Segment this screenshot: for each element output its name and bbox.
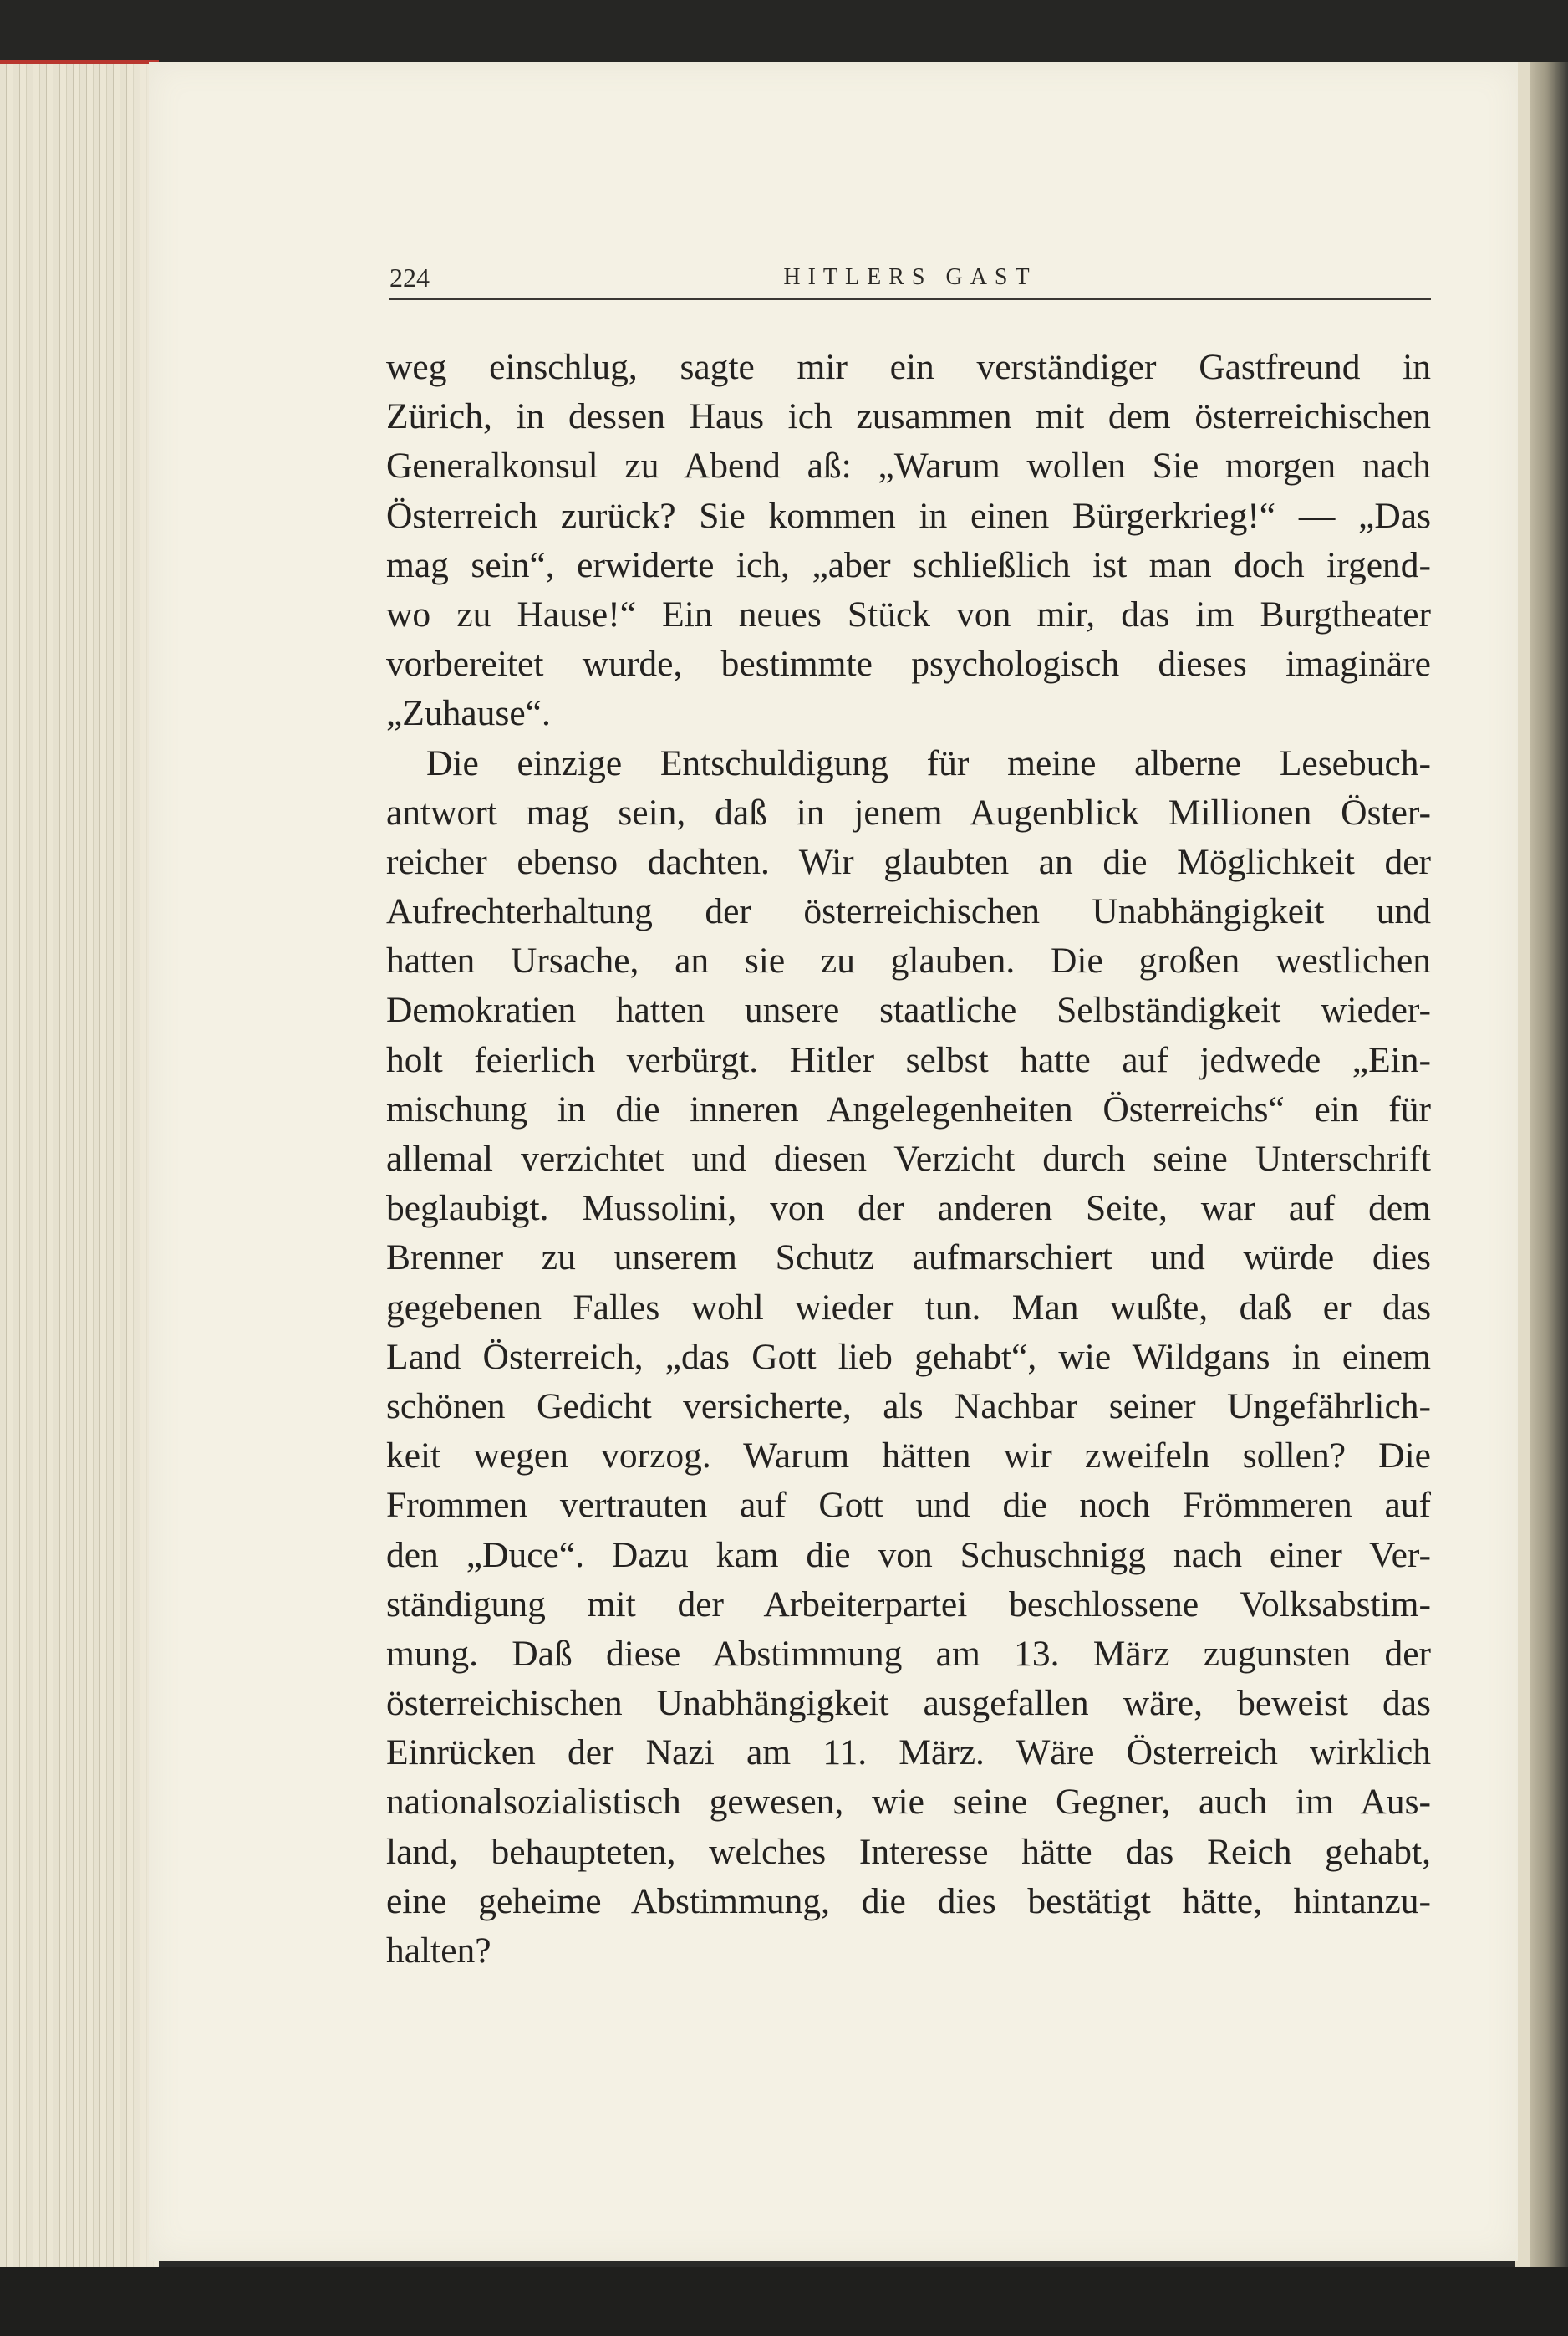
- text-line: nationalsozialistisch gewesen, wie seine Gegner, auch im Aus-: [386, 1782, 1431, 1823]
- text-line: Einrücken der Nazi am 11. März. Wäre Österreich wirklich: [386, 1732, 1431, 1773]
- text-line: Aufrechterhaltung der österreichischen Unabhängigkeit und: [386, 891, 1431, 932]
- scan-background-top: [0, 0, 1568, 67]
- scan-background-bottom: [0, 2267, 1568, 2336]
- text-line: eine geheime Abstimmung, die dies bestätigt hätte, hintanzu-: [386, 1880, 1431, 1921]
- page-number: 224: [389, 263, 430, 293]
- text-line: land, behaupteten, welches Interesse hätte das Reich gehabt,: [386, 1831, 1431, 1872]
- text-line: vorbereitet wurde, bestimmte psychologisch dieses imaginäre: [386, 644, 1431, 685]
- text-line: mischung in die inneren Angelegenheiten Österreichs“ ein für: [386, 1089, 1431, 1130]
- text-line: wo zu Hause!“ Ein neues Stück von mir, das im Burgtheater: [386, 594, 1431, 635]
- right-book-edge: [1515, 62, 1568, 2274]
- text-line: Generalkonsul zu Abend aß: „Warum wollen Sie morgen nach: [386, 446, 1431, 487]
- running-head: [389, 261, 1431, 294]
- text-line: halten?: [386, 1931, 491, 1971]
- text-line: Land Österreich, „das Gott lieb gehabt“, wie Wildgans in einem: [386, 1336, 1431, 1377]
- text-line: reicher ebenso dachten. Wir glaubten an die Möglichkeit der: [386, 841, 1431, 882]
- text-line: Die einzige Entschuldigung für meine alberne Lesebuch-: [426, 742, 1431, 783]
- text-line: weg einschlug, sagte mir ein verständiger Gastfreund in: [386, 347, 1431, 387]
- text-line: hatten Ursache, an sie zu glauben. Die großen westlichen: [386, 941, 1431, 982]
- text-line: beglaubigt. Mussolini, von der anderen Seite, war auf dem: [386, 1188, 1431, 1229]
- text-line: Frommen vertrauten auf Gott und die noch Frömmeren auf: [386, 1485, 1431, 1526]
- text-line: schönen Gedicht versicherte, als Nachbar seiner Ungefährlich-: [386, 1385, 1431, 1426]
- text-line: Demokratien hatten unsere staatliche Selbständigkeit wieder-: [386, 990, 1431, 1031]
- left-page-stack: [0, 60, 159, 2277]
- text-line: gegebenen Falles wohl wieder tun. Man wußte, daß er das: [386, 1287, 1431, 1328]
- running-title: HITLERS GAST: [783, 264, 1037, 290]
- text-line: Brenner zu unserem Schutz aufmarschiert und würde dies: [386, 1237, 1431, 1278]
- paragraph-1: [386, 343, 1431, 739]
- text-line: Österreich zurück? Sie kommen in einen Bürgerkrieg!“ — „Das: [386, 495, 1431, 536]
- text-line: mag sein“, erwiderte ich, „aber schließlich ist man doch irgend-: [386, 544, 1431, 585]
- text-line: „Zuhause“.: [386, 693, 551, 734]
- text-line: keit wegen vorzog. Warum hätten wir zweifeln sollen? Die: [386, 1436, 1431, 1477]
- header-rule: [389, 298, 1431, 300]
- text-line: ständigung mit der Arbeiterpartei beschlossene Volksabstim-: [386, 1584, 1431, 1624]
- text-line: Zürich, in dessen Haus ich zusammen mit dem österreichischen: [386, 396, 1431, 437]
- text-line: mung. Daß diese Abstimmung am 13. März zugunsten der: [386, 1633, 1431, 1674]
- text-line: österreichischen Unabhängigkeit ausgefallen wäre, beweist das: [386, 1683, 1431, 1724]
- text-line: allemal verzichtet und diesen Verzicht durch seine Unterschrift: [386, 1139, 1431, 1179]
- text-line: den „Duce“. Dazu kam die von Schuschnigg nach einer Ver-: [386, 1534, 1431, 1575]
- paragraph-2: [386, 739, 1431, 1976]
- text-line: holt feierlich verbürgt. Hitler selbst hatte auf jedwede „Ein-: [386, 1039, 1431, 1080]
- body-text: [386, 343, 1431, 1976]
- text-line: antwort mag sein, daß in jenem Augenblick Millionen Öster-: [386, 792, 1431, 833]
